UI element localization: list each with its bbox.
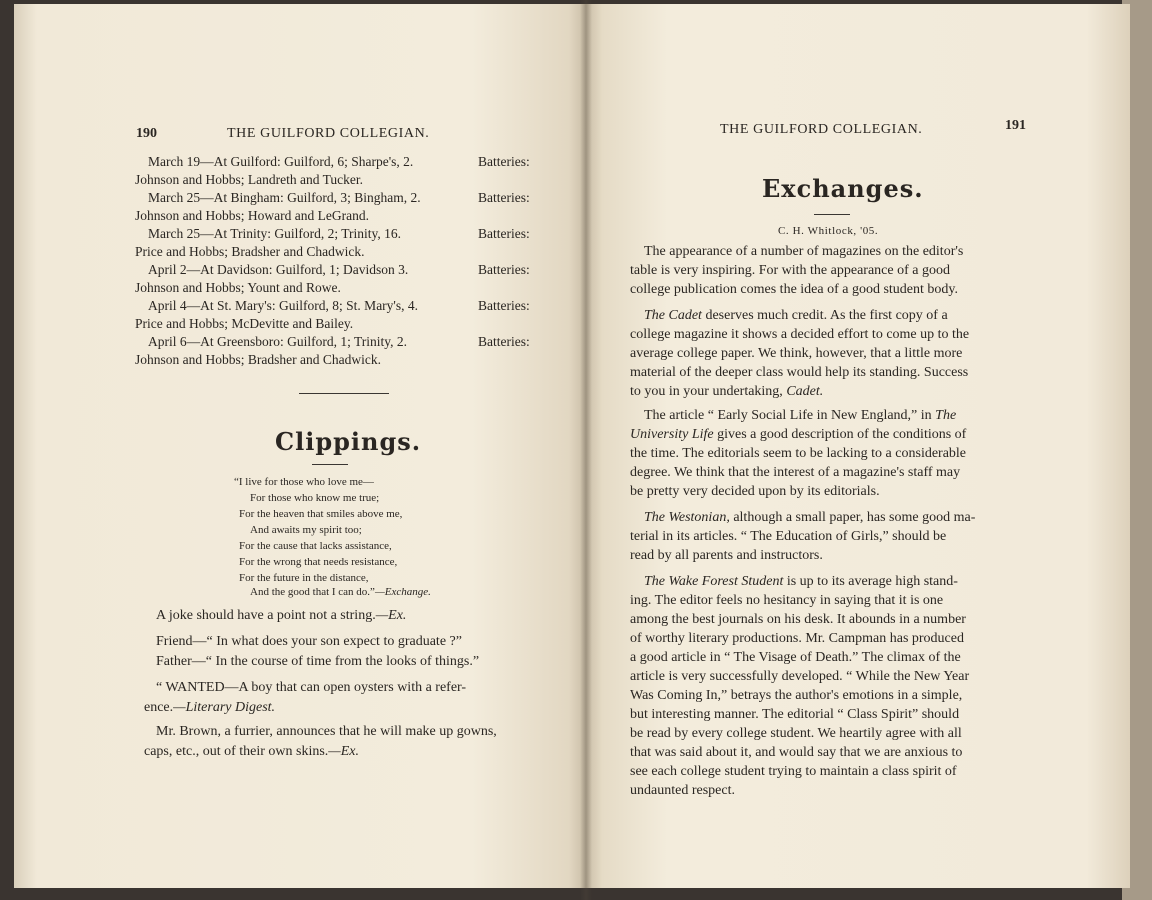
title-underline	[312, 464, 348, 465]
poem-line: “I live for those who love me—	[234, 476, 374, 488]
wanted-line: ence.—Literary Digest.	[144, 700, 276, 715]
page-number: 190	[136, 126, 157, 141]
poem-source: —Exchange.	[374, 586, 431, 598]
text-line: University Life gives a good description of the conditions of	[630, 427, 967, 442]
text-line: the time. The editorials seem to be lacking to a considerable	[630, 446, 967, 461]
text-line: Was Coming In,” betrays the author's emotions in a simple,	[630, 688, 963, 703]
joke-text: A joke should have a point not a string.—Ex.	[156, 608, 407, 623]
text-line: of worthy literary productions. Mr. Campman has produced	[630, 631, 964, 646]
poem-line: For the wrong that needs resistance,	[239, 556, 398, 568]
batteries-label: Batteries:	[478, 334, 530, 349]
text-line: ing. The editor feels no hesitancy in saying that it is one	[630, 593, 944, 608]
poem-line: For the future in the distance,	[239, 572, 369, 584]
text-line: read by all parents and instructors.	[630, 548, 823, 563]
section-title: Clippings.	[275, 427, 422, 456]
game-line: April 4—At St. Mary's: Guilford, 8; St. Mary's, 4.	[148, 298, 418, 313]
page-number: 191	[1005, 118, 1026, 133]
title-underline	[814, 214, 850, 215]
text-line: degree. We think that the interest of a magazine's staff may	[630, 465, 961, 480]
text-line: college magazine it shows a decided effort to come up to the	[630, 327, 970, 342]
text-line: that was said about it, and would say that we are anxious to	[630, 745, 963, 760]
batteries-label: Batteries:	[478, 226, 530, 241]
text-line: be read by every college student. We heartily agree with all	[630, 726, 962, 741]
text-line: average college paper. We think, however, that a little more	[630, 346, 963, 361]
game-batteries: Price and Hobbs; McDevitte and Bailey.	[135, 316, 354, 331]
game-batteries: Johnson and Hobbs; Howard and LeGrand.	[135, 208, 369, 223]
section-title: Exchanges.	[762, 174, 924, 203]
game-batteries: Price and Hobbs; Bradsher and Chadwick.	[135, 244, 365, 259]
poem-line: For the cause that lacks assistance,	[239, 540, 392, 552]
byline: C. H. Whitlock, '05.	[778, 225, 879, 237]
text-line: to you in your undertaking, Cadet.	[630, 384, 824, 399]
text-line: college publication comes the idea of a good student body.	[630, 282, 959, 297]
text-line: The appearance of a number of magazines on the editor's	[644, 244, 964, 259]
game-line: April 2—At Davidson: Guilford, 1; Davidson 3.	[148, 262, 409, 277]
text-line: a good article in “ The Visage of Death.” The climax of the	[630, 650, 961, 665]
batteries-label: Batteries:	[478, 154, 530, 169]
text-line: The Cadet deserves much credit. As the first copy of a	[644, 308, 948, 323]
poem-line: For the heaven that smiles above me,	[239, 508, 403, 520]
game-batteries: Johnson and Hobbs; Yount and Rowe.	[135, 280, 341, 295]
friend-line: Friend—“ In what does your son expect to graduate ?”	[156, 634, 462, 649]
batteries-label: Batteries:	[478, 262, 530, 277]
brown-line: caps, etc., out of their own skins.—Ex.	[144, 744, 360, 759]
text-line: table is very inspiring. For with the appearance of a good	[630, 263, 950, 278]
poem-line: For those who know me true;	[250, 492, 380, 504]
text-line: see each college student trying to maintain a class spirit of	[630, 764, 957, 779]
divider	[299, 393, 389, 394]
text-line: but interesting manner. The editorial “ Class Spirit” should	[630, 707, 960, 722]
text-line: among the best journals on his desk. It abounds in a number	[630, 612, 966, 627]
father-line: Father—“ In the course of time from the looks of things.”	[156, 654, 480, 669]
poem-line: And the good that I can do.”—Exchange.	[250, 586, 431, 598]
game-line: March 25—At Bingham: Guilford, 3; Bingham, 2.	[148, 190, 421, 205]
right-page	[586, 4, 1130, 888]
text-line: article is very successfully developed. “ While the New Year	[630, 669, 970, 684]
text-line: undaunted respect.	[630, 783, 735, 798]
poem-line: And awaits my spirit too;	[250, 524, 362, 536]
text-line: The Wake Forest Student is up to its average high stand-	[644, 574, 958, 589]
running-head: THE GUILFORD COLLEGIAN.	[227, 126, 430, 141]
text-line: be pretty very decided upon by its editorials.	[630, 484, 880, 499]
brown-line: Mr. Brown, a furrier, announces that he will make up gowns,	[156, 724, 497, 739]
game-line: March 25—At Trinity: Guilford, 2; Trinity, 16.	[148, 226, 402, 241]
game-batteries: Johnson and Hobbs; Bradsher and Chadwick.	[135, 352, 381, 367]
text-line: The article “ Early Social Life in New England,” in The	[644, 408, 957, 423]
batteries-label: Batteries:	[478, 298, 530, 313]
text-line: terial in its articles. “ The Education of Girls,” should be	[630, 529, 947, 544]
wanted-line: “ WANTED—A boy that can open oysters with a refer-	[156, 680, 467, 695]
game-line: March 19—At Guilford: Guilford, 6; Sharpe's, 2.	[148, 154, 414, 169]
text-line: material of the deeper class would help its standing. Success	[630, 365, 969, 380]
game-line: April 6—At Greensboro: Guilford, 1; Trinity, 2.	[148, 334, 407, 349]
batteries-label: Batteries:	[478, 190, 530, 205]
text-line: The Westonian, although a small paper, has some good ma-	[644, 510, 976, 525]
running-head: THE GUILFORD COLLEGIAN.	[720, 122, 923, 137]
book-gutter	[580, 0, 592, 900]
left-page	[14, 4, 586, 888]
game-batteries: Johnson and Hobbs; Landreth and Tucker.	[135, 172, 363, 187]
